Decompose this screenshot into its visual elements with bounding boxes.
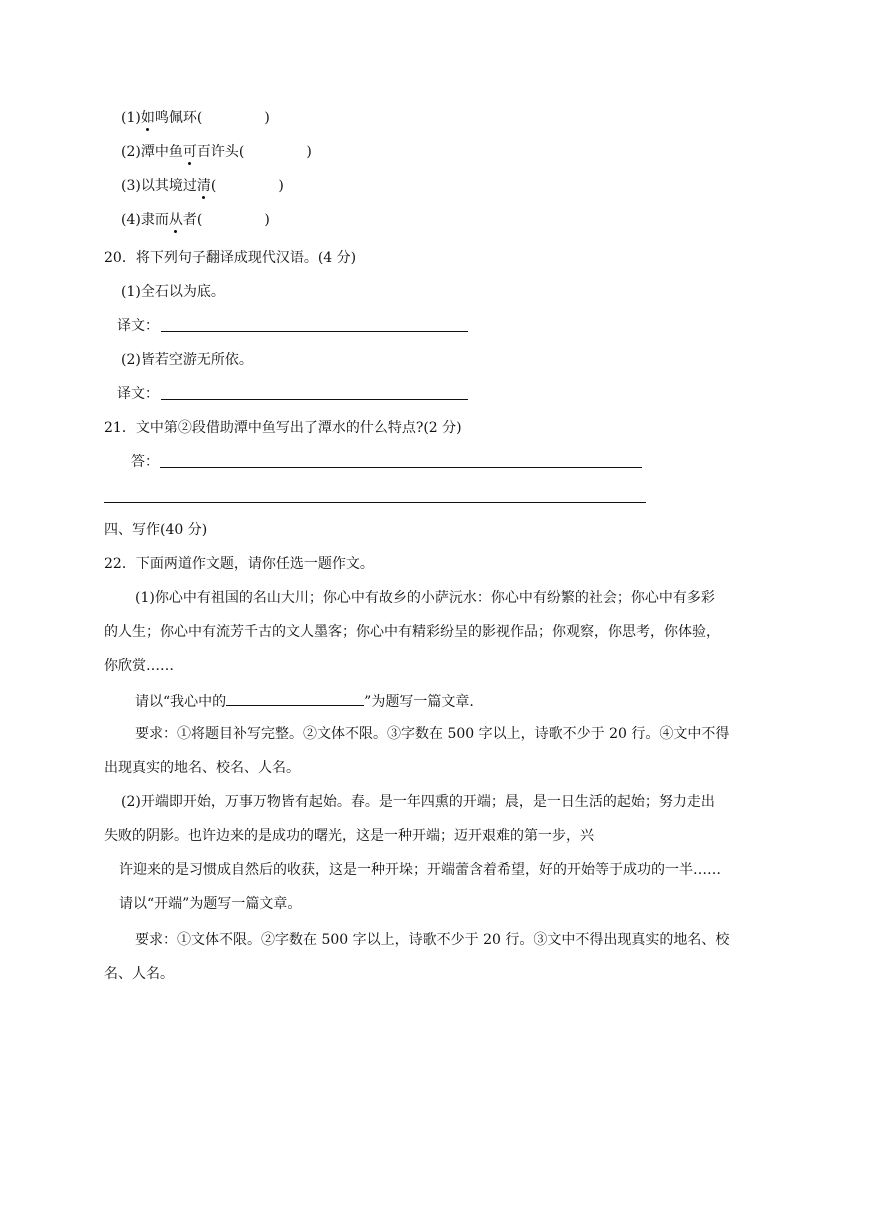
- q21-answer-label: 答：: [131, 454, 159, 470]
- q20-translation-label-1: 译文：: [117, 318, 159, 334]
- item-text: 者(: [182, 212, 203, 228]
- item-prefix: (1): [121, 110, 141, 126]
- q22-option2-line3: 许迎来的是习惯成自然后的收获，这是一种开垛；开端蕾含着希望，好的开始等于成功的一半……: [119, 862, 721, 878]
- item-text: 百许头(: [196, 144, 245, 160]
- prompt-text: 请以“我心中的: [135, 694, 227, 710]
- q20-heading: 20．将下列句子翻译成现代汉语。(4 分): [104, 250, 357, 266]
- emphasized-char: 如: [140, 110, 155, 126]
- close-paren: ): [264, 110, 270, 126]
- item-prefix: (4)隶而: [121, 212, 169, 228]
- q19-item-4: [121, 211, 270, 229]
- q19-item-3: [121, 177, 284, 195]
- item-prefix: (2)潭中鱼: [121, 144, 183, 160]
- q21-answer-line-1[interactable]: [160, 467, 642, 468]
- q20-translation-label-2: 译文：: [117, 386, 159, 402]
- q19-item-2: [121, 143, 312, 161]
- q22-prompt2: 请以“开端”为题写一篇文章。: [119, 896, 302, 912]
- q22-option1-line3: 你欣赏……: [104, 658, 174, 674]
- close-paren: ): [278, 178, 284, 194]
- q22-prompt1: [135, 691, 474, 711]
- q22-option1-line2: 的人生；你心中有流芳千古的文人墨客；你心中有精彩纷呈的影视作品；你观察，你思考，你体验，: [104, 624, 720, 640]
- emphasized-char: 可: [182, 144, 197, 160]
- q20-answer-line-2[interactable]: [161, 399, 468, 400]
- q20-sentence-2: (2)皆若空游无所依。: [121, 352, 253, 368]
- close-paren: ): [306, 144, 312, 160]
- item-text: 鸣佩环(: [154, 110, 203, 126]
- section-title: 四、写作(40 分): [104, 522, 208, 538]
- title-blank[interactable]: [226, 691, 364, 706]
- q21-answer-line-2[interactable]: [104, 502, 646, 503]
- emphasized-char: 清: [196, 178, 211, 194]
- item-prefix: (3)以其境过: [121, 178, 197, 194]
- emphasized-char: 从: [168, 212, 183, 228]
- q19-item-1: [121, 109, 270, 127]
- item-text: (: [210, 178, 217, 194]
- q20-answer-line-1[interactable]: [161, 331, 468, 332]
- q21-heading: 21．文中第②段借助潭中鱼写出了潭水的什么特点?(2 分): [104, 420, 462, 436]
- q22-option1-line1: (1)你心中有祖国的名山大川；你心中有故乡的小萨沅水：你心中有纷繁的社会；你心中有多彩: [135, 590, 715, 606]
- q20-sentence-1: (1)全石以为底。: [121, 284, 225, 300]
- q22-heading: 22．下面两道作文题，请你任选一题作文。: [104, 556, 374, 572]
- q22-option2-line2: 失败的阴影。也许边来的是成功的曙光，这是一种开端；迈开艰难的第一步，兴: [104, 828, 594, 844]
- q22-req1-line1: 要求：①将题目补写完整。②文体不限。③字数在 500 字以上，诗歌不少于 20 行。④文中不得: [135, 726, 730, 742]
- q22-option2-line1: (2)开端即开始，万事万物皆有起始。春。是一年四熏的开端；晨，是一日生活的起始；努力走出: [121, 794, 715, 810]
- q22-req1-line2: 出现真实的地名、校名、人名。: [104, 760, 300, 776]
- close-paren: ): [264, 212, 270, 228]
- q22-req2-line1: 要求：①文体不限。②字数在 500 字以上，诗歌不少于 20 行。③文中不得出现真实的地名、校: [135, 932, 730, 948]
- q22-req2-line2: 名、人名。: [104, 966, 174, 982]
- prompt-text: ”为题写一篇文章.: [364, 694, 474, 710]
